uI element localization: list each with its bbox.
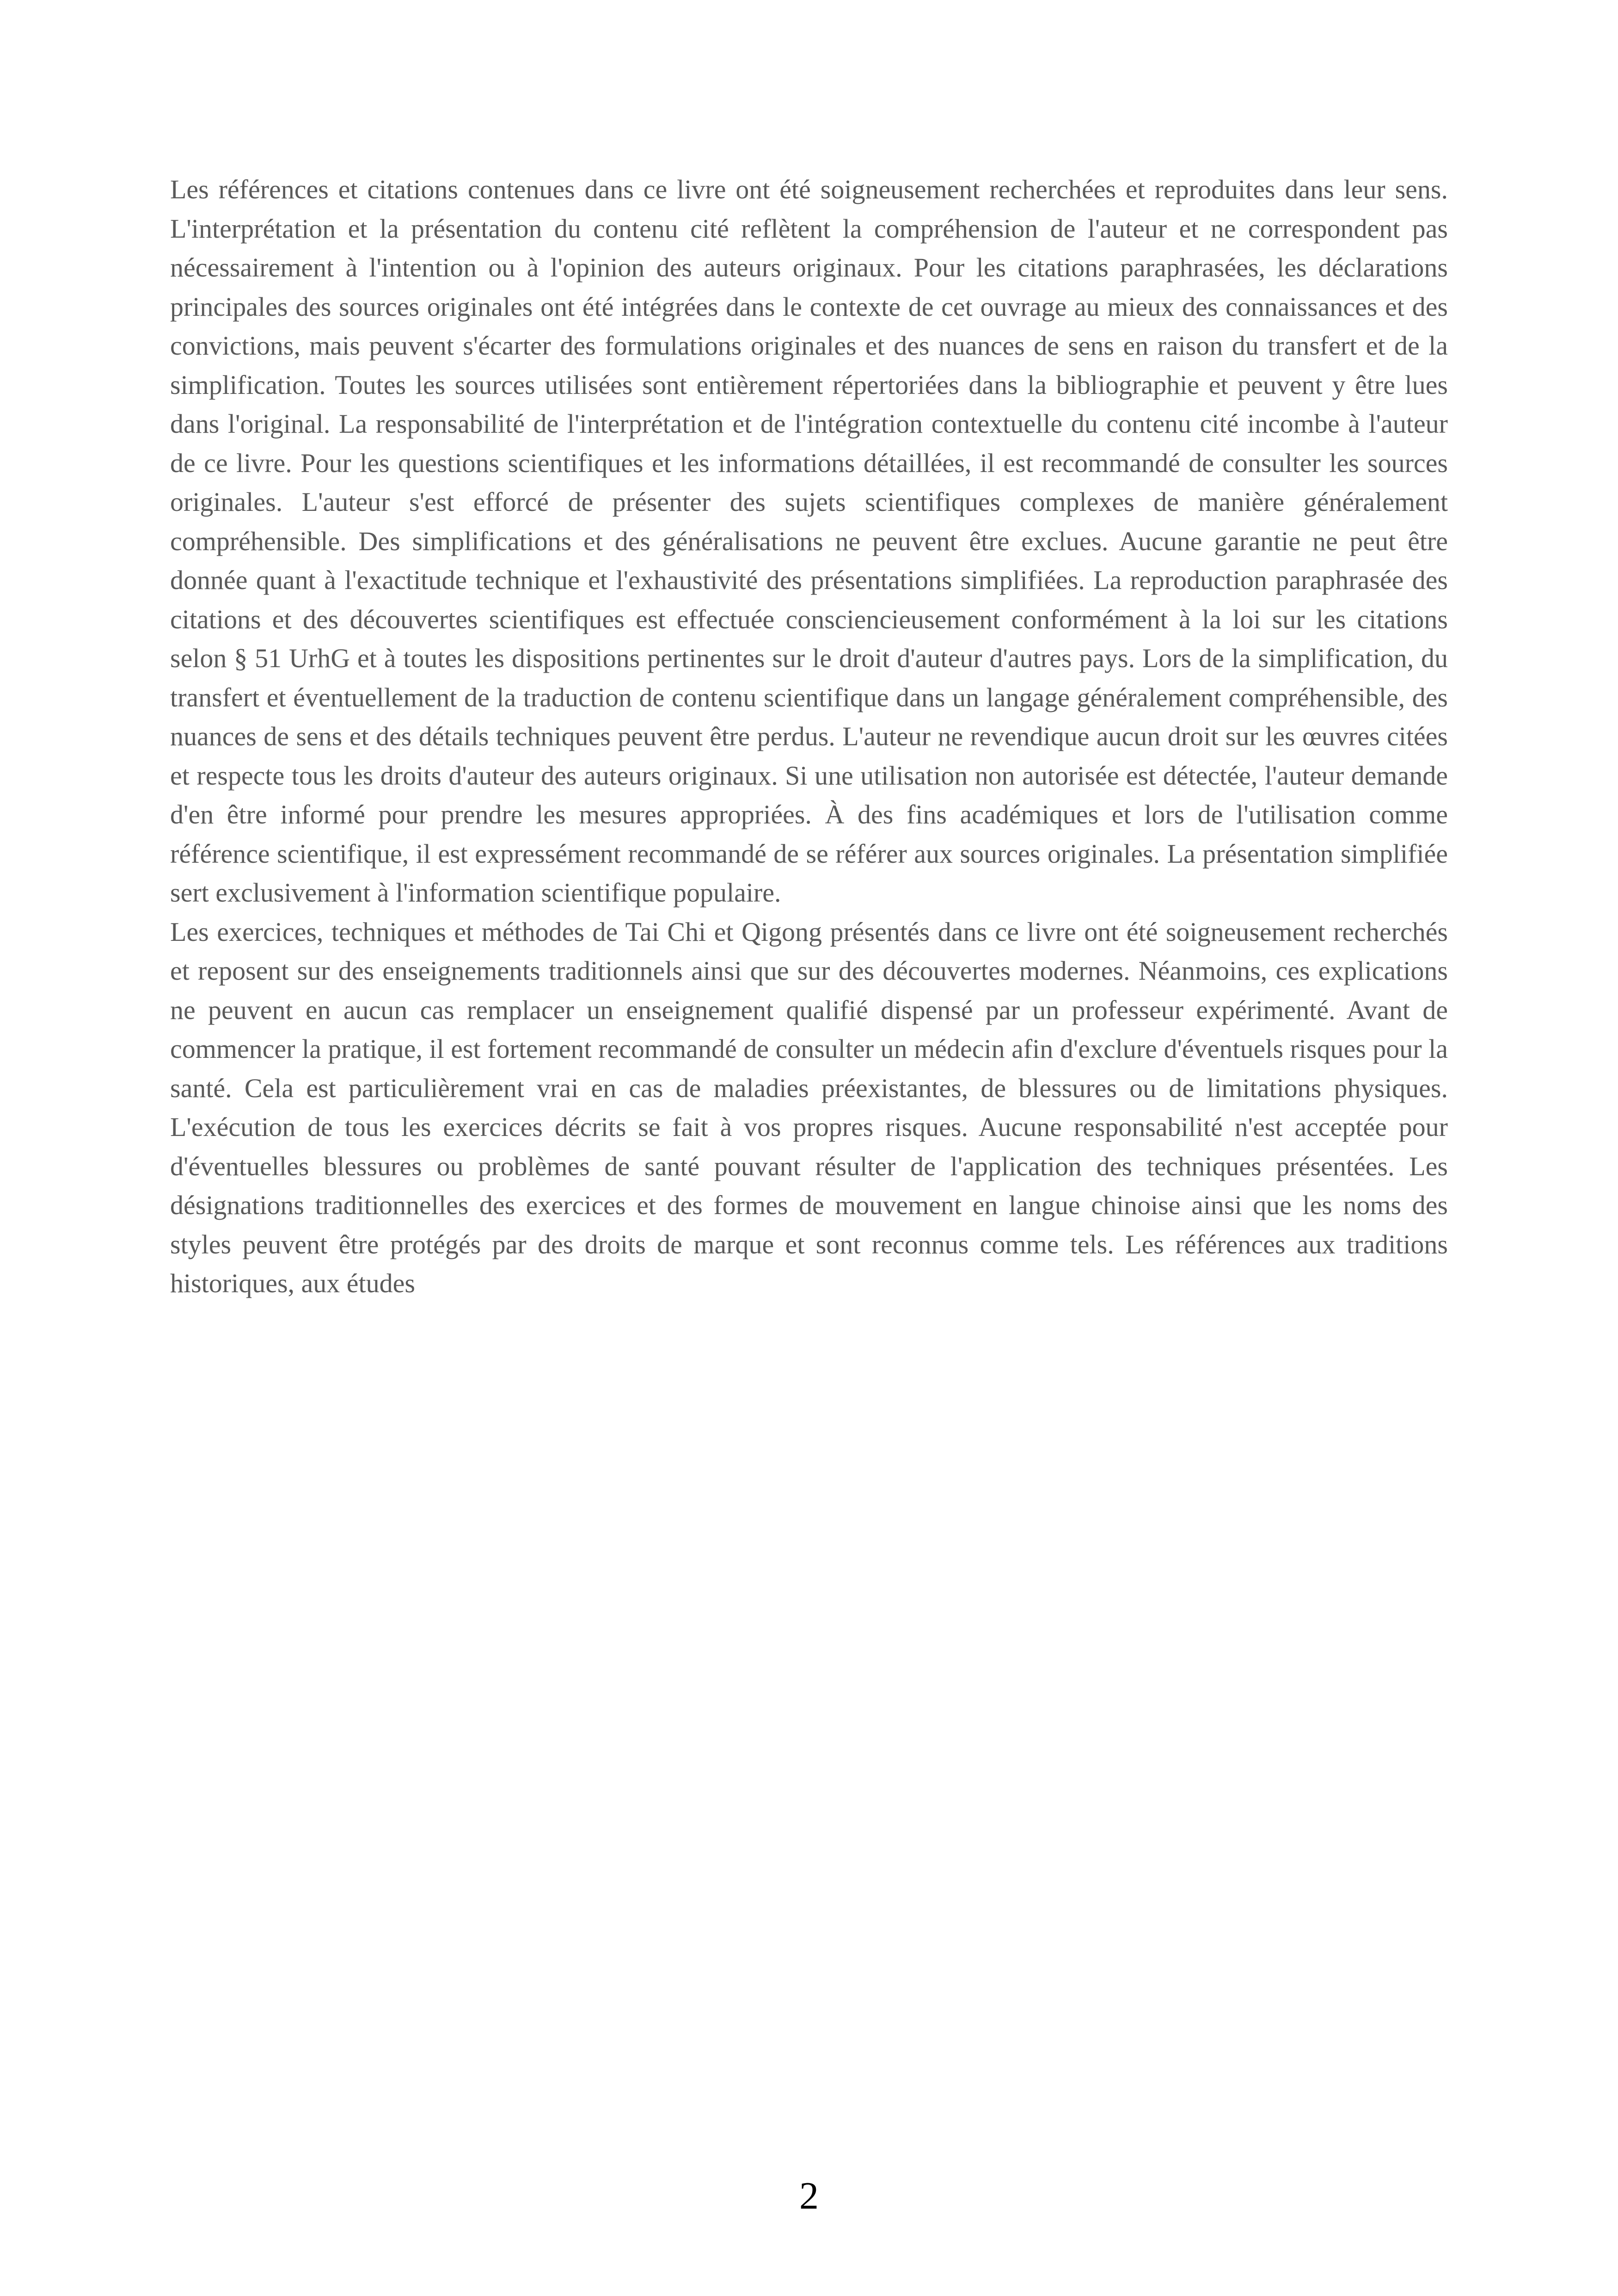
- paragraph-citations-disclaimer: Les références et citations contenues dans ce livre ont été soigneusement recherchées et reproduites dans leur sens. L'interprétation et la présentation du contenu cité reflètent la compréhension de l'auteur et ne correspondent pas nécessairement à l'intention ou à l'opinion des auteurs originaux. Pour les citations paraphrasées, les déclarations principales des sources originales ont été intégrées dans le contexte de cet ouvrage au mieux des connaissances et des convictions, mais peuvent s'écarter des formulations originales et des nuances de sens en raison du transfert et de la simplification. Toutes les sources utilisées sont entièrement répertoriées dans la bibliographie et peuvent y être lues dans l'original. La responsabilité de l'interprétation et de l'intégration contextuelle du contenu cité incombe à l'auteur de ce livre. Pour les questions scientifiques et les informations détaillées, il est recommandé de consulter les sources originales. L'auteur s'est efforcé de présenter des sujets scientifiques complexes de manière généralement compréhensible. Des simplifications et des généralisations ne peuvent être exclues. Aucune garantie ne peut être donnée quant à l'exactitude technique et l'exhaustivité des présentations simplifiées. La reproduction paraphrasée des citations et des découvertes scientifiques est effectuée consciencieusement conformément à la loi sur les citations selon § 51 UrhG et à toutes les dispositions pertinentes sur le droit d'auteur d'autres pays. Lors de la simplification, du transfert et éventuellement de la traduction de contenu scientifique dans un langage généralement compréhensible, des nuances de sens et des détails techniques peuvent être perdus. L'auteur ne revendique aucun droit sur les œuvres citées et respecte tous les droits d'auteur des auteurs originaux. Si une utilisation non autorisée est détectée, l'auteur demande d'en être informé pour prendre les mesures appropriées. À des fins académiques et lors de l'utilisation comme référence scientifique, il est expressément recommandé de se référer aux sources originales. La présentation simplifiée sert exclusivement à l'information scientifique populaire.: [170, 174, 1448, 908]
- body-text: [170, 170, 1448, 1303]
- page-number: 2: [799, 2174, 819, 2217]
- paragraph-exercise-disclaimer: Les exercices, techniques et méthodes de Tai Chi et Qigong présentés dans ce livre ont été soigneusement recherchés et reposent sur des enseignements traditionnels ainsi que sur des découvertes modernes. Néanmoins, ces explications ne peuvent en aucun cas remplacer un enseignement qualifié dispensé par un professeur expérimenté. Avant de commencer la pratique, il est fortement recommandé de consulter un médecin afin d'exclure d'éventuels risques pour la santé. Cela est particulièrement vrai en cas de maladies préexistantes, de blessures ou de limitations physiques. L'exécution de tous les exercices décrits se fait à vos propres risques. Aucune responsabilité n'est acceptée pour d'éventuelles blessures ou problèmes de santé pouvant résulter de l'application des techniques présentées. Les désignations traditionnelles des exercices et des formes de mouvement en langue chinoise ainsi que les noms des styles peuvent être protégés par des droits de marque et sont reconnus comme tels. Les références aux traditions historiques, aux études: [170, 916, 1448, 1298]
